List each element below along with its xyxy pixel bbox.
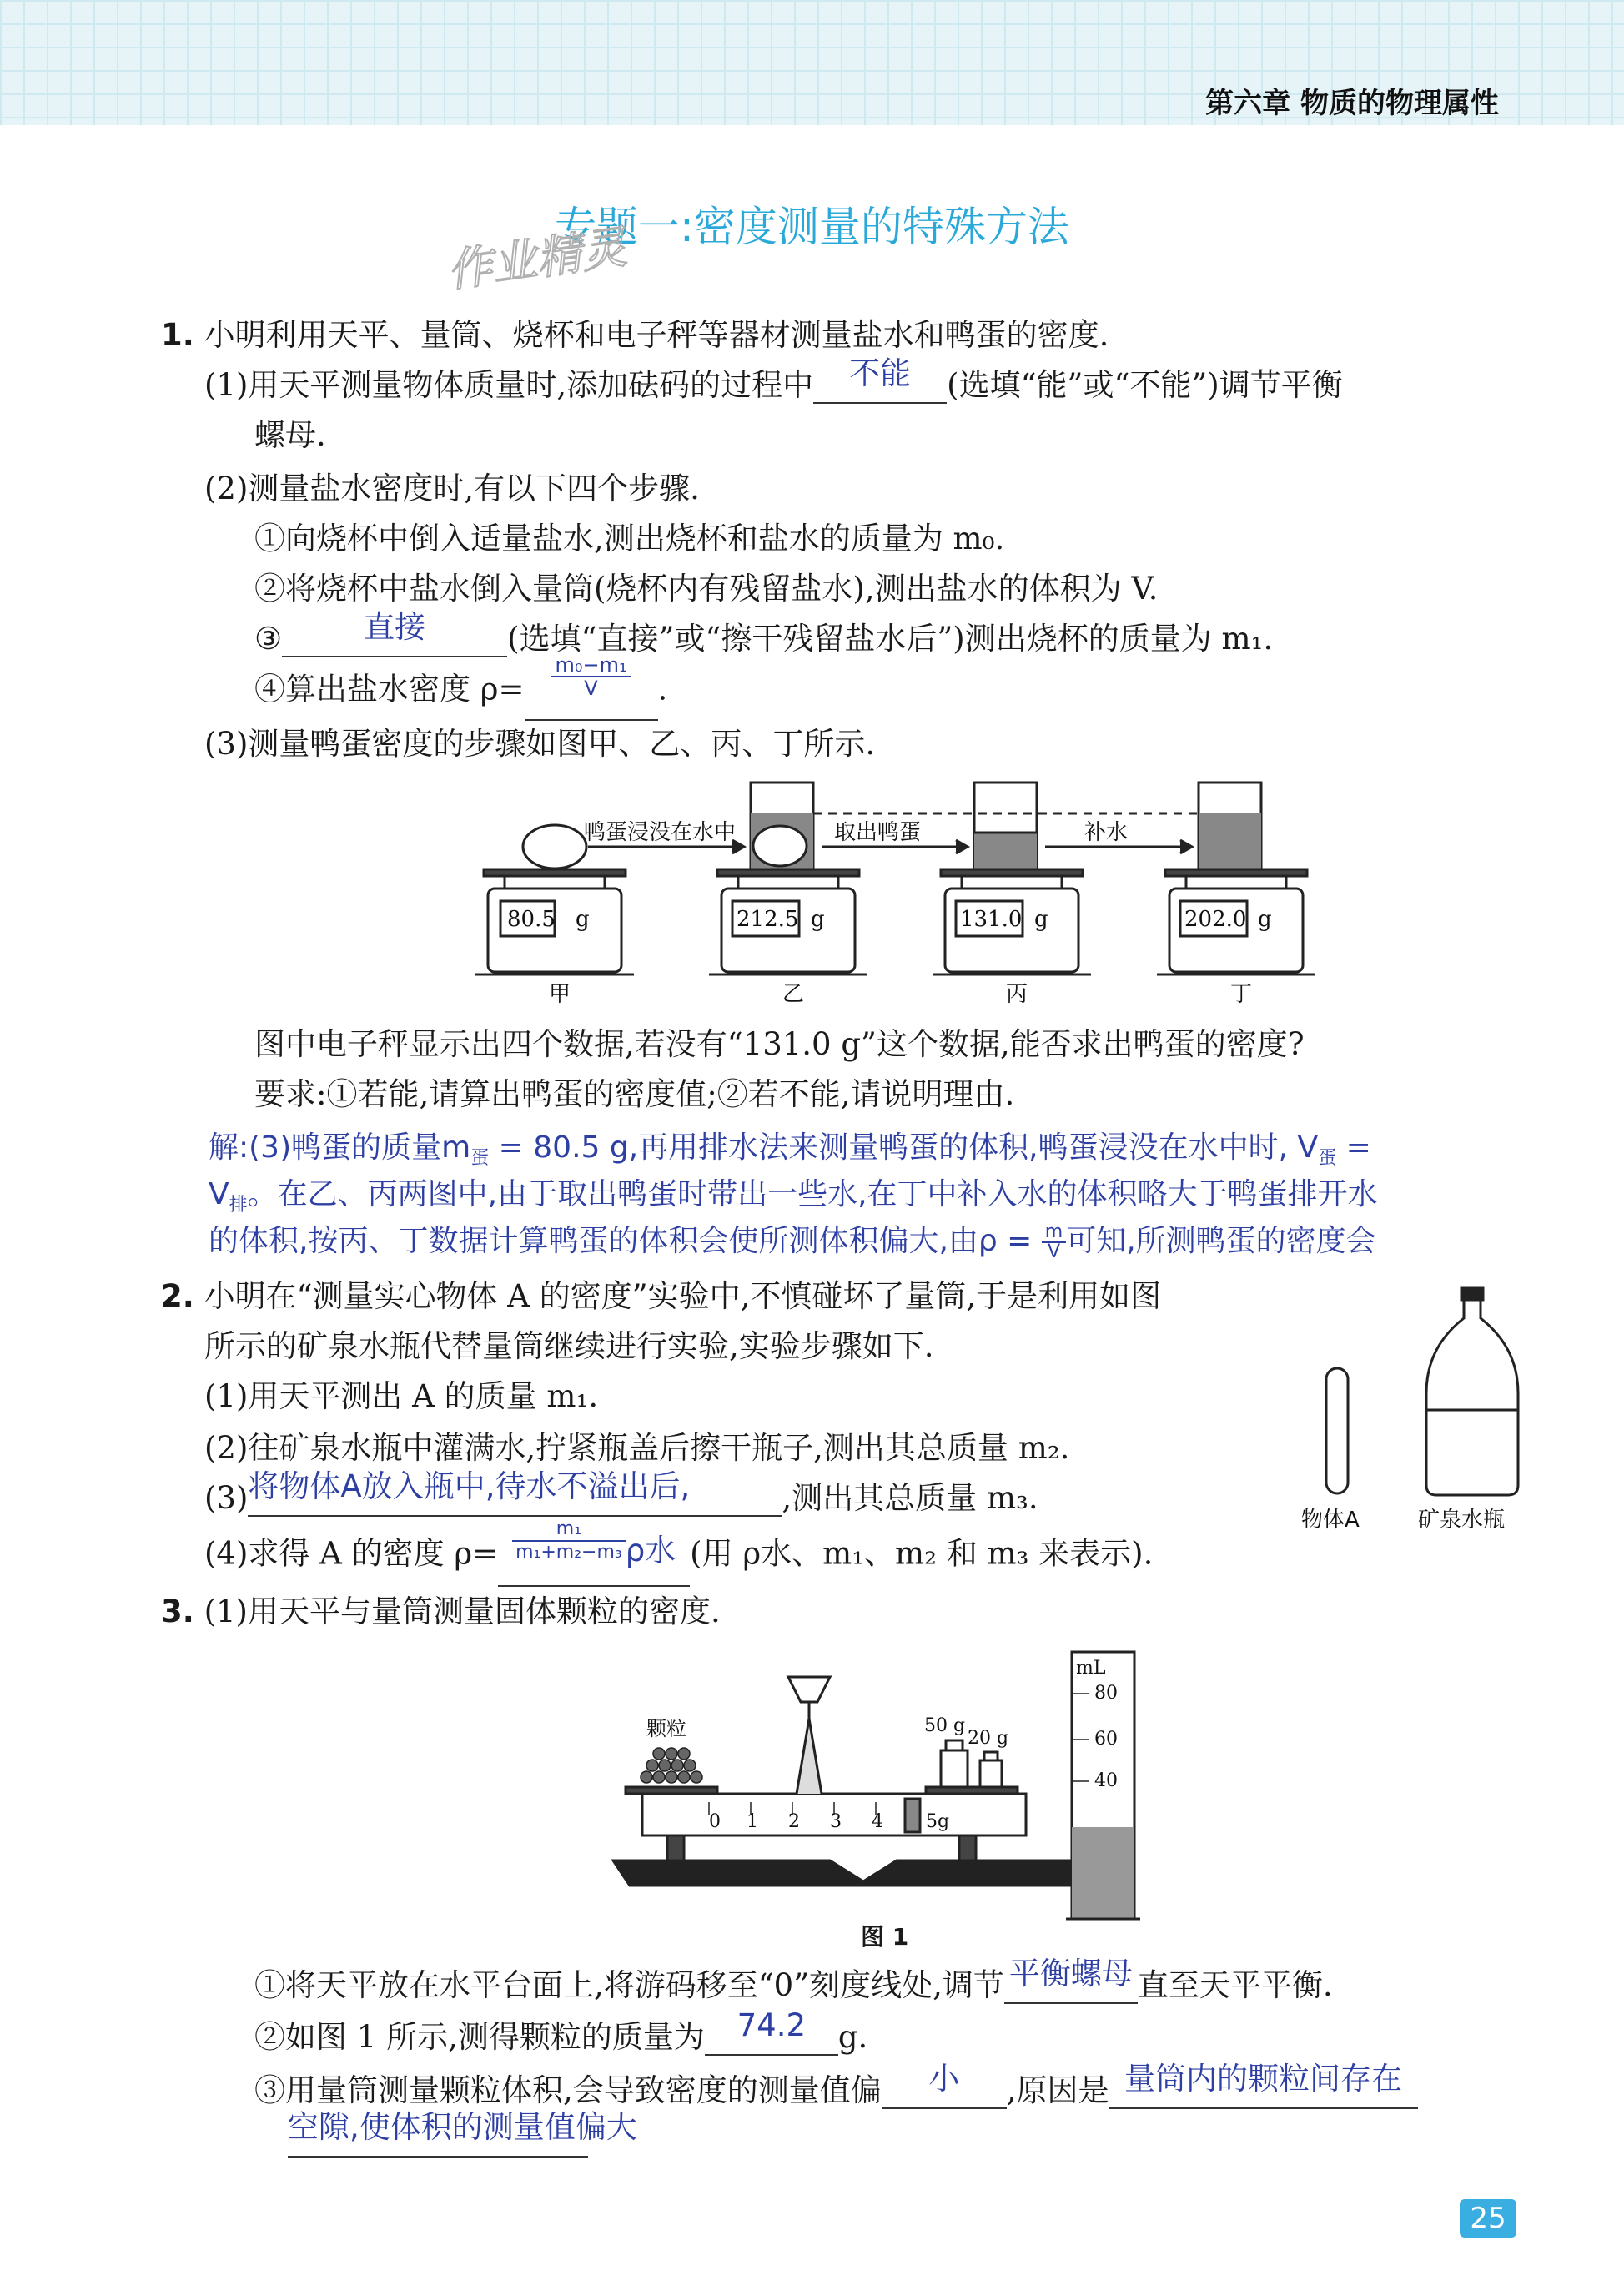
ruler-0: 0 — [709, 1811, 721, 1832]
unit-jia: g — [576, 907, 590, 932]
q2-s4-denominator: m₁+m₂−m₃ — [515, 1542, 622, 1563]
sol2-a: V — [209, 1177, 229, 1211]
q1-stem-text: 小明利用天平、量筒、烧杯和电子秤等器材测量盐水和鸭蛋的密度. — [204, 317, 1109, 353]
q2-s4-a: (4)求得 A 的密度 ρ= — [204, 1535, 499, 1572]
q3-s1-b: 直至天平平衡. — [1137, 1967, 1333, 2003]
q1-step2: ②将烧杯中盐水倒入量筒(烧杯内有残留盐水),测出盐水的体积为 V. — [254, 571, 1159, 607]
sol1-sub: 蛋 — [470, 1148, 490, 1170]
q1-p1-text-b: (选填“能”或“不能”)调节平衡 — [947, 367, 1343, 403]
q2-step3 — [204, 1468, 1038, 1518]
grains-in-cylinder — [1072, 1827, 1134, 1919]
label-bing: 丙 — [1006, 982, 1028, 1007]
q1-s4-text: ④算出盐水密度 ρ= — [254, 671, 525, 707]
cylinder-tick-60: 60 — [1094, 1729, 1118, 1750]
q2-s4-fraction — [512, 1518, 626, 1575]
sol3-b: 可知,所测鸭蛋的密度会 — [1066, 1224, 1376, 1258]
weight-20g — [980, 1760, 1002, 1787]
label-ding: 丁 — [1230, 982, 1253, 1007]
q3-s3-blank1[interactable] — [882, 2061, 1007, 2109]
water-bottle — [1426, 1295, 1518, 1495]
q3-s3-answer2: 量筒内的颗粒间存在 — [1124, 2061, 1403, 2097]
q3-s3-answer1: 小 — [928, 2061, 960, 2097]
q1-s3-answer: 直接 — [364, 609, 426, 645]
balance-base — [613, 1860, 1114, 1886]
chapter-title: 第六章 物质的物理属性 — [1205, 87, 1499, 120]
label-yi: 乙 — [782, 982, 805, 1007]
cylinder-unit: mL — [1076, 1658, 1106, 1679]
q2-line2: 所示的矿泉水瓶代替量筒继续进行实验,实验步骤如下. — [204, 1328, 934, 1364]
figure-1-caption: 图 1 — [861, 1923, 909, 1951]
q3-step2 — [254, 2007, 868, 2057]
ruler-1: 1 — [747, 1811, 758, 1832]
cylinder-tick-40: 40 — [1094, 1770, 1118, 1791]
label-object-a: 物体A — [1301, 1508, 1360, 1533]
q1-step4 — [254, 653, 668, 721]
page-title: 专题一:密度测量的特殊方法 — [555, 203, 1069, 251]
q3-s2-a: ②如图 1 所示,测得颗粒的质量为 — [254, 2019, 705, 2055]
q3-step3 — [254, 2061, 1418, 2111]
q3-s2-b: g. — [837, 2019, 868, 2055]
arrow-label-1: 鸭蛋浸没在水中 — [584, 820, 737, 845]
q2-s3-blank[interactable] — [248, 1468, 782, 1517]
q1-s3-blank[interactable] — [282, 609, 507, 657]
reading-jia: 80.5 — [507, 907, 556, 932]
q1-part1 — [204, 355, 1343, 405]
q1-p1-answer: 不能 — [849, 355, 912, 391]
arrow-label-2: 取出鸭蛋 — [834, 820, 922, 845]
q1-s3-text-b: (选填“直接”或“擦干残留盐水后”)测出烧杯的质量为 m₁. — [507, 621, 1274, 657]
q2-s3-answer: 将物体A放入瓶中,待水不溢出后, — [248, 1468, 691, 1504]
unit-ding: g — [1258, 907, 1272, 932]
balance-figure — [609, 1644, 1151, 1936]
cylinder-tick-80: 80 — [1094, 1683, 1118, 1704]
watermark-logo: 作业精灵 — [444, 220, 630, 298]
q3-number: 3. — [161, 1594, 194, 1629]
ruler-2: 2 — [788, 1811, 800, 1832]
q3-s3-b: ,原因是 — [1006, 2072, 1109, 2108]
sol1-b: = 80.5 g,再用排水法来测量鸭蛋的体积,鸭蛋浸没在水中时, V — [489, 1130, 1319, 1165]
q3-line1-text: (1)用天平与量筒测量固体颗粒的密度. — [204, 1594, 721, 1629]
grain-label: 颗粒 — [646, 1717, 686, 1740]
q3-s1-answer: 平衡螺母 — [1008, 1956, 1133, 1991]
unit-yi: g — [811, 907, 825, 932]
ruler-4: 4 — [872, 1811, 883, 1832]
q2-line1-text: 小明在“测量实心物体 A 的密度”实验中,不慎碰坏了量筒,于是利用如图 — [204, 1278, 1162, 1314]
q2-number: 2. — [161, 1278, 194, 1314]
sol2-b: 。在乙、丙两图中,由于取出鸭蛋时带出一些水,在丁中补入水的体积略大于鸭蛋排开水 — [247, 1177, 1378, 1211]
reading-ding: 202.0 — [1184, 907, 1247, 932]
label-jia: 甲 — [549, 982, 571, 1007]
sol1-sub2: 蛋 — [1318, 1148, 1337, 1170]
sol3-a: 的体积,按丙、丁数据计算鸭蛋的体积会使所测体积偏大,由ρ = — [209, 1224, 1042, 1258]
ruler-3: 3 — [830, 1811, 842, 1832]
scale-bing — [933, 783, 1091, 974]
q3-s3-a: ③用量筒测量颗粒体积,会导致密度的测量值偏 — [254, 2072, 882, 2108]
scale-yi — [709, 783, 867, 974]
q3-s1-a: ①将天平放在水平台面上,将游码移至“0”刻度线处,调节 — [254, 1967, 1004, 2003]
q3-s3-answer3: 空隙,使体积的测量值偏大 — [288, 2109, 637, 2145]
q3-s1-blank[interactable] — [1004, 1956, 1138, 2004]
ruler-5: 5g — [926, 1811, 950, 1832]
q2-step2: (2)往矿泉水瓶中灌满水,拧紧瓶盖后擦干瓶子,测出其总质量 m₂. — [204, 1430, 1070, 1466]
q1-s4-numerator: m₀−m₁ — [551, 654, 630, 677]
q3-s2-blank[interactable] — [705, 2007, 838, 2056]
label-bottle: 矿泉水瓶 — [1418, 1508, 1506, 1533]
q2-s4-blank[interactable] — [498, 1518, 690, 1587]
q1-s3-text-a: ③ — [254, 621, 283, 657]
page-number: 25 — [1460, 2199, 1516, 2238]
q1-s4-end: . — [657, 671, 668, 707]
sol1-c: = — [1336, 1130, 1371, 1165]
grains — [641, 1748, 702, 1783]
scale-ding — [1157, 783, 1315, 974]
q1-step1: ①向烧杯中倒入适量盐水,测出烧杯和盐水的质量为 m₀. — [254, 521, 1005, 556]
q3-s3-blank3[interactable] — [288, 2109, 637, 2158]
q1-step3 — [254, 609, 1274, 659]
q2-line1 — [161, 1276, 1161, 1317]
q2-s3-a: (3) — [204, 1480, 249, 1516]
q2-step1: (1)用天平测出 A 的质量 m₁. — [204, 1378, 599, 1414]
q1-p1-text-a: (1)用天平测量物体质量时,添加砝码的过程中 — [204, 367, 814, 403]
q1-s4-fraction — [551, 653, 630, 711]
q1-s4-blank[interactable] — [525, 653, 658, 721]
q2-s4-b: (用 ρ水、m₁、m₂ 和 m₃ 来表示). — [690, 1535, 1154, 1572]
pointer-dial — [788, 1677, 830, 1702]
weight-label-50: 50 g — [924, 1715, 966, 1736]
q1-p1-blank[interactable] — [813, 355, 947, 404]
q3-line1 — [161, 1592, 721, 1632]
q1-number: 1. — [161, 317, 194, 353]
sol3-fraction — [1042, 1223, 1066, 1261]
rider — [905, 1799, 920, 1832]
q3-step3-cont — [288, 2109, 637, 2159]
q1-part2: (2)测量盐水密度时,有以下四个步骤. — [204, 471, 700, 506]
q3-step1 — [254, 1956, 1333, 2006]
q1-part1-cont: 螺母. — [254, 417, 326, 453]
bottle-figure — [1301, 1285, 1535, 1535]
sol3-denominator: V — [1047, 1241, 1061, 1262]
sol2-sub: 排 — [229, 1195, 248, 1216]
reading-yi: 212.5 — [737, 907, 799, 932]
q2-s4-numerator: m₁ — [512, 1518, 626, 1542]
sol1-a: 解:(3)鸭蛋的质量m — [209, 1130, 471, 1165]
q1-part3: (3)测量鸭蛋密度的步骤如图甲、乙、丙、丁所示. — [204, 726, 876, 762]
q1-s4-denominator: V — [584, 677, 598, 700]
reading-bing: 131.0 — [960, 907, 1023, 932]
object-a — [1326, 1368, 1348, 1493]
weight-50g — [941, 1750, 968, 1787]
unit-bing: g — [1034, 907, 1048, 932]
q2-s4-rho: ρ水 — [625, 1532, 676, 1568]
q1-question-line2: 要求:①若能,请算出鸭蛋的密度值;②若不能,请说明理由. — [254, 1076, 1015, 1112]
q3-s2-answer: 74.2 — [737, 2007, 807, 2043]
q3-s3-blank2[interactable] — [1109, 2061, 1418, 2109]
egg-scale-figure — [467, 776, 1335, 1018]
q2-s3-b: ,测出其总质量 m₃. — [782, 1480, 1038, 1516]
arrow-label-3: 补水 — [1084, 820, 1129, 845]
weight-label-20: 20 g — [968, 1728, 1009, 1749]
q1-solution-line3 — [209, 1218, 1376, 1265]
q2-step4 — [204, 1518, 1154, 1587]
q1-question-line1: 图中电子秤显示出四个数据,若没有“131.0 g”这个数据,能否求出鸭蛋的密度? — [254, 1026, 1305, 1062]
q1-stem — [161, 315, 1109, 355]
sol3-numerator: m — [1042, 1223, 1066, 1243]
